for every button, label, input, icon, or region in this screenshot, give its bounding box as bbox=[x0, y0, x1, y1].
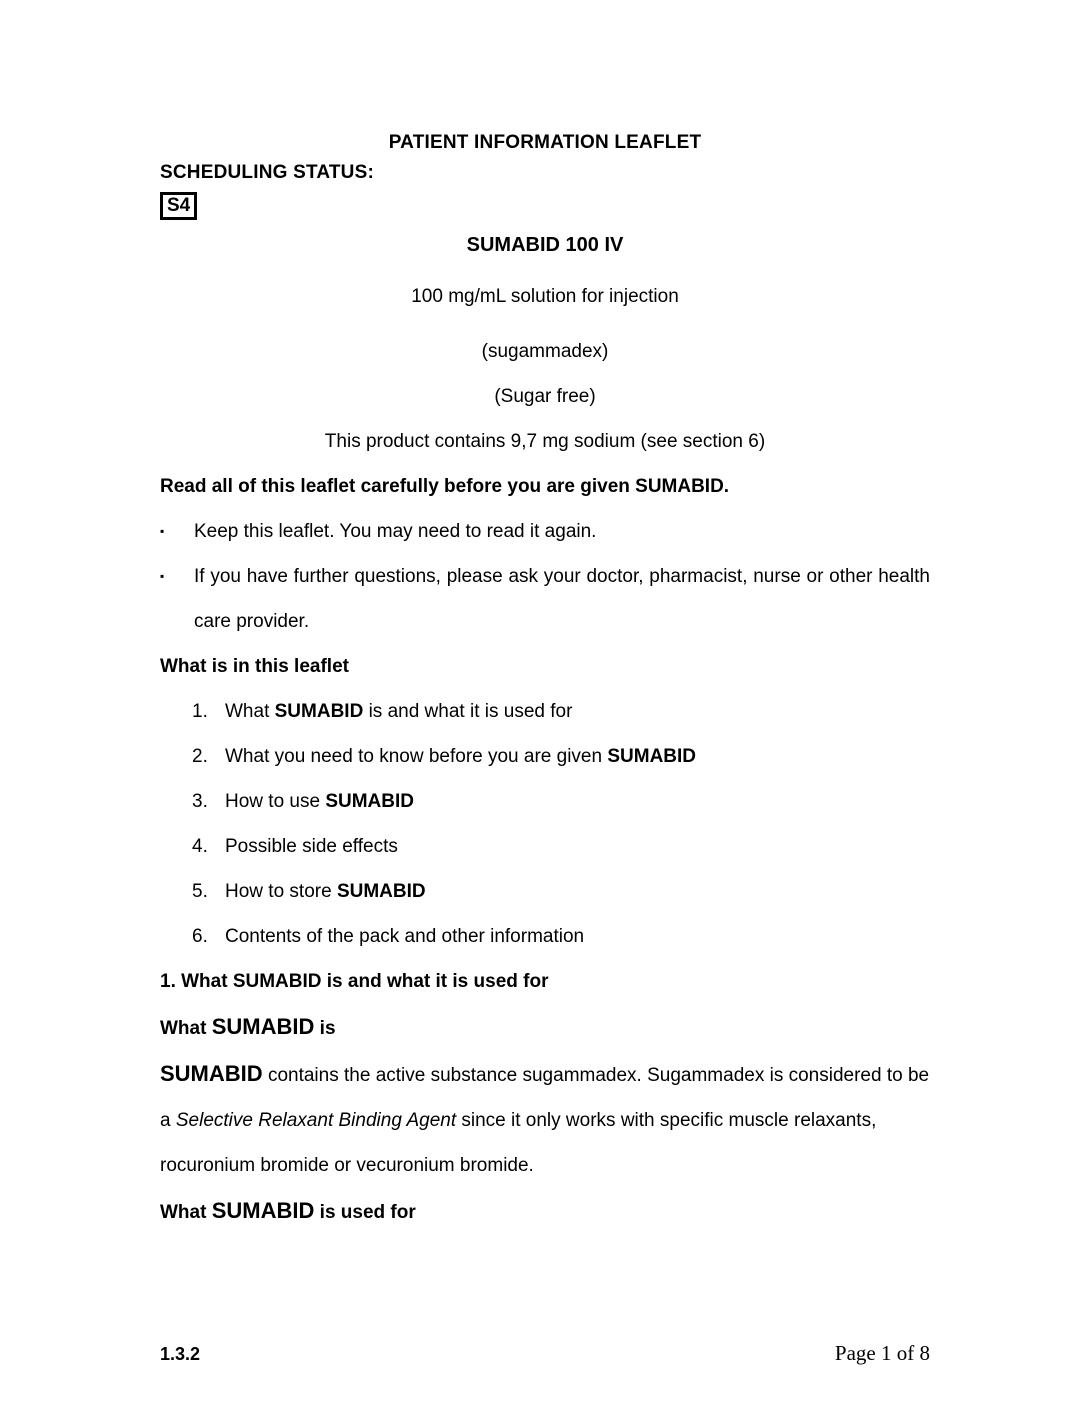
toc-item-number: 3. bbox=[192, 791, 208, 812]
bullet-icon: ▪ bbox=[160, 524, 165, 538]
toc-item bbox=[160, 689, 930, 734]
product-name: SUMABID 100 IV bbox=[466, 234, 624, 256]
toc-item-text: How to use SUMABID bbox=[225, 791, 414, 812]
toc-item bbox=[160, 779, 930, 824]
page-footer bbox=[160, 1338, 930, 1369]
list-item-text: If you have further questions, please ask your doctor, pharmacist, nurse or other health care provider. bbox=[194, 566, 930, 632]
toc-item-text: Possible side effects bbox=[225, 836, 398, 857]
toc-item-number: 2. bbox=[192, 746, 208, 767]
toc-item-text: Contents of the pack and other information bbox=[225, 926, 585, 947]
toc-item-number: 4. bbox=[192, 836, 208, 857]
toc-item bbox=[160, 869, 930, 914]
sodium-content-line: This product contains 9,7 mg sodium (see section 6) bbox=[324, 431, 766, 452]
schedule-badge: S4 bbox=[160, 192, 197, 220]
bullet-icon: ▪ bbox=[160, 569, 165, 583]
list-item bbox=[160, 509, 930, 554]
sugar-free-line: (Sugar free) bbox=[494, 386, 596, 407]
schedule-badge-row bbox=[160, 192, 930, 220]
toc-item bbox=[160, 734, 930, 779]
toc-heading: What is in this leaflet bbox=[160, 656, 349, 677]
toc-item-text: What you need to know before you are given SUMABID bbox=[225, 746, 697, 767]
strength-line: 100 mg/mL solution for injection bbox=[411, 286, 679, 307]
section1-subheading-what-is: What SUMABID is bbox=[160, 1014, 336, 1039]
section1-subheading-used-for: What SUMABID is used for bbox=[160, 1198, 416, 1223]
section1-paragraph: SUMABID contains the active substance sugammadex. Sugammadex is considered to be a Selective Relaxant Binding Agent since it only works with specific muscle relaxants, rocuronium bromide or vecuronium bromide. bbox=[160, 1061, 930, 1176]
list-item-text: Keep this leaflet. You may need to read it again. bbox=[194, 521, 597, 542]
active-ingredient-line: (sugammadex) bbox=[481, 341, 609, 362]
read-warning: Read all of this leaflet carefully before you are given SUMABID. bbox=[160, 476, 730, 497]
toc-item-text: What SUMABID is and what it is used for bbox=[225, 701, 573, 722]
toc-item bbox=[160, 914, 930, 959]
toc-item bbox=[160, 824, 930, 869]
toc-item-number: 1. bbox=[192, 701, 208, 722]
toc-item-number: 6. bbox=[192, 926, 208, 947]
section1-heading: 1. What SUMABID is and what it is used for bbox=[160, 971, 549, 992]
toc-item-number: 5. bbox=[192, 881, 208, 902]
scheduling-status-label: SCHEDULING STATUS: bbox=[160, 162, 375, 183]
list-item bbox=[160, 554, 930, 644]
toc-item-text: How to store SUMABID bbox=[225, 881, 426, 902]
footer-page-number: Page 1 of 8 bbox=[834, 1341, 930, 1365]
page-title: PATIENT INFORMATION LEAFLET bbox=[388, 132, 702, 153]
footer-doc-version: 1.3.2 bbox=[160, 1344, 201, 1364]
